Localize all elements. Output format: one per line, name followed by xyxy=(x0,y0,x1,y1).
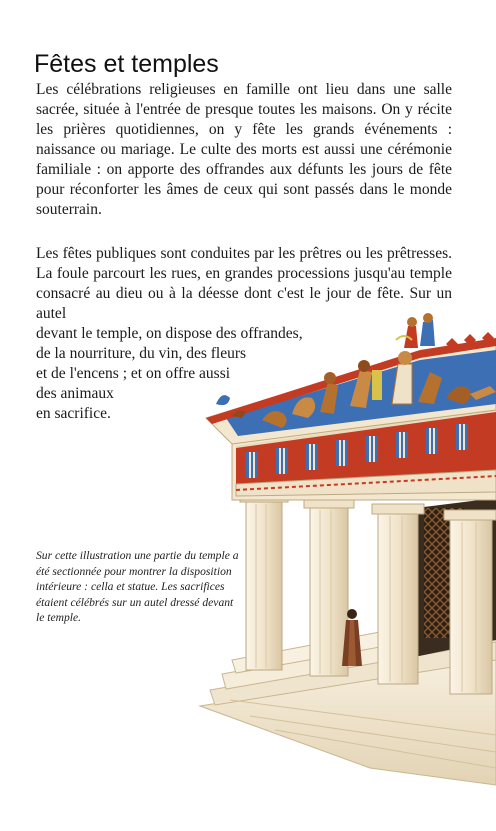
paragraph-line: des animaux xyxy=(36,385,114,402)
paragraph-line: devant le temple, on dispose des offrandes, xyxy=(36,325,303,342)
paragraph-line: et de l'encens ; et on offre aussi xyxy=(36,365,231,382)
paragraph-public-festivals: Les fêtes publiques sont conduites par les prêtres ou les prêtresses. La foule parcourt les rues, en grandes processions jusqu'au temple consacré au dieu ou à la déesse dont c'est le jour de fête. Sur un autel xyxy=(36,245,452,322)
paragraph-family-worship: Les célébrations religieuses en famille ont lieu dans une salle sacrée, située à l'entrée de presque toutes les maisons. On y récite les prières quotidiennes, on y fête les grands événements : naissance ou mariage. Le culte des morts est aussi une cérémonie familiale : on apporte des offrandes aux défunts les jours de fête pour réconforter les âmes de ceux qui sont passés dans le monde souterrain. xyxy=(36,81,452,218)
illustration-caption: Sur cette illustration une partie du temple a été sectionnée pour montrer la disposition intérieure : cella et statue. Les sacrifices étaient célébrés sur un autel dressé devant le temple. xyxy=(36,549,239,624)
paragraph-line: de la nourriture, du vin, des fleurs xyxy=(36,345,247,362)
page-title: Fêtes et temples xyxy=(34,50,219,78)
paragraph-line: en sacrifice. xyxy=(36,405,111,422)
corner-acroterion xyxy=(216,395,230,405)
